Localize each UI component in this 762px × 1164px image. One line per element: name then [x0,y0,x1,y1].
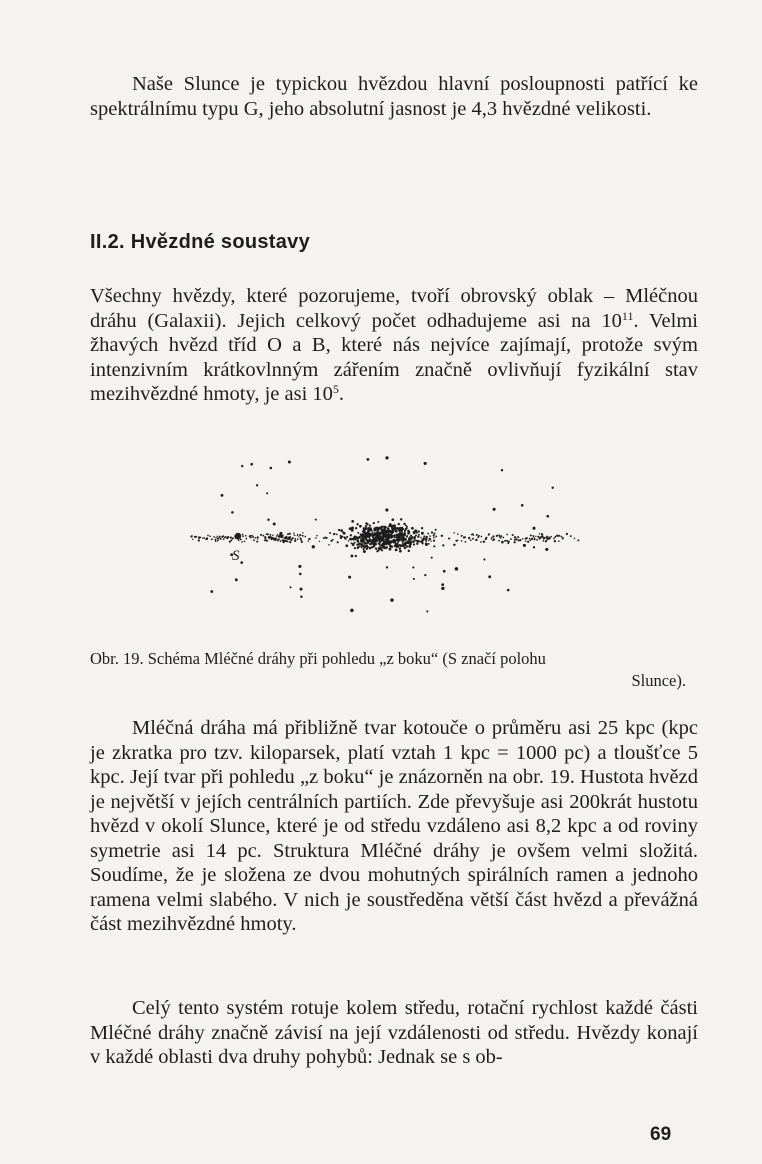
sun-label: S [232,548,240,564]
stars-text-1: Všechny hvězdy, které pozorujeme, tvoří obrovský oblak – Mléčnou dráhu (Galaxii). Jejich celkový počet odhadujeme asi na 10 [90,285,698,332]
sun-marker [235,533,241,539]
stars-text-3: . [338,383,345,405]
caption-line-1: Obr. 19. Schéma Mléčné dráhy při pohledu „z boku“ (S značí polohu [90,649,546,668]
stars-text-2: . Velmi žhavých hvězd tříd O a B, které nás nejvíce zajímají, protože svým intenzivním krátkovlnným zářením značně ovlivňují fyzikální stav mezihvězdné hmoty, je asi 10 [90,309,698,405]
section-heading: II.2. Hvězdné soustavy [90,231,311,253]
paragraph-stars-text [90,284,698,407]
page-number: 69 [650,1124,672,1145]
caption-line-2: Slunce). [631,671,686,690]
star-field [190,456,579,612]
exponent-5: 5 [332,382,339,396]
milky-way-figure [150,440,620,620]
paragraph-rotation-text: Celý tento systém rotuje kolem středu, rotační rychlost každé části Mléčné dráhy značně závisí na její vzdálenosti od středu. Hvězdy konají v každé oblasti dva druhy pohybů: Jednak se s ob- [90,997,698,1068]
exponent-11: 11 [621,308,634,323]
paragraph-sun-text: Naše Slunce je typickou hvězdou hlavní posloupnosti patřící ke spektrálnímu typu G, jeho absolutní jasnost je 4,3 hvězdné velikosti. [90,73,698,120]
paragraph-rotation [90,996,698,1070]
paragraph-stars [90,284,698,407]
figure-caption [90,648,686,692]
paragraph-galaxy-shape-text: Mléčná dráha má přibližně tvar kotouče o průměru asi 25 kpc (kpc je zkratka pro tzv. kiloparsek, platí vztah 1 kpc = 1000 pc) a tloušťce 5 kpc. Její tvar při pohledu „z boku“ je znázorněn na obr. 19. Hustota hvězd je největší v jejích centrálních partiích. Zde převyšuje asi 200krát hustotu hvězd v okolí Slunce, které je od středu vzdáleno asi 8,2 kpc a od roviny symetrie asi 14 pc. Struktura Mléčné dráhy je ovšem velmi složitá. Soudíme, že je složena ze dvou mohutných spirálních ramen a jednoho ramena velmi slabého. V nich je soustředěna větší část hvězd a převážná část mezihvězdné hmoty. [90,717,698,935]
paragraph-sun [90,72,698,121]
paragraph-galaxy-shape [90,716,698,937]
